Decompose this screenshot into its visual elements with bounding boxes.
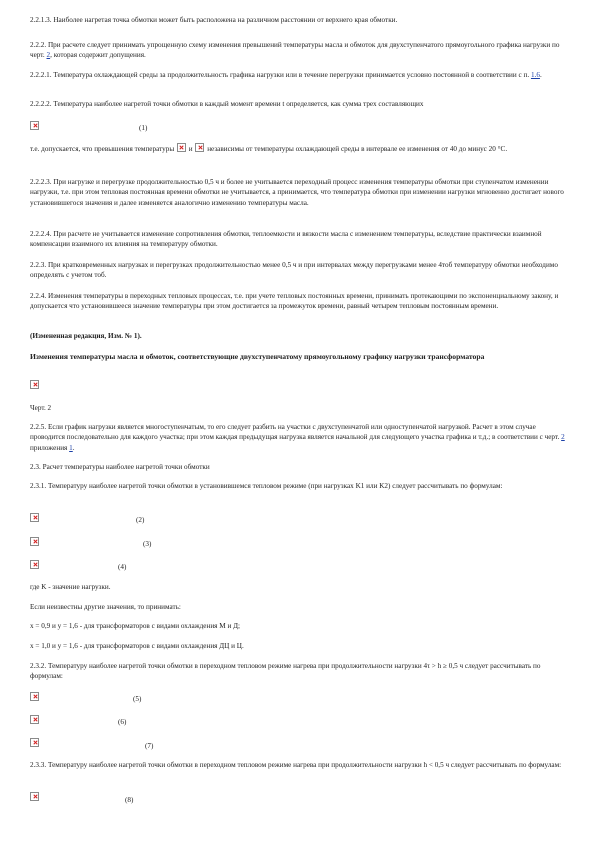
paragraph-2-2-2-3: 2.2.2.3. При нагрузке и перегрузке продолжительностью 0,5 ч и более не учитывается переходный процесс изменения температуры обмотки при ступенчатом изменении нагрузки, т.е. при этом тепловая постоянная времени обмотки не учитывается, а принимается, что температура обмотки при изменении нагрузки мгновенно достигает нового установившегося значения и далее изменяется аналогично изменению температуры масла.: [30, 178, 564, 207]
revision-note: (Измененная редакция, Изм. № 1).: [30, 332, 142, 340]
paragraph-2-2-2: [30, 40, 565, 61]
equation-number: (8): [125, 796, 134, 804]
paragraph-defaults: Если неизвестны другие значения, то принимать:: [30, 603, 181, 611]
broken-image-icon: [30, 537, 39, 546]
broken-image-icon: [30, 513, 39, 522]
paragraph-where-k: где K - значение нагрузки.: [30, 583, 111, 591]
equation-number: (4): [118, 563, 127, 571]
broken-image-icon: [30, 738, 39, 747]
equation-number: (1): [139, 124, 148, 132]
equation-number: (3): [143, 540, 152, 548]
equation-number: (5): [133, 695, 142, 703]
paragraph-text: и: [186, 145, 195, 153]
broken-image-icon: [30, 715, 39, 724]
chart-caption: Черт. 2: [30, 404, 52, 412]
link-chart-2[interactable]: 2: [46, 51, 51, 60]
broken-image-icon: [30, 560, 39, 569]
paragraph-2-3: 2.3. Расчет температуры наиболее нагретой точки обмотки: [30, 463, 210, 471]
paragraph-2-2-4: 2.2.4. Изменения температуры в переходных тепловых процессах, т.е. при учете тепловых постоянных времени, принимать протекающими по экспоненциальному закону, и допускается что установившееся значение температуры при этом достигается за промежуток времени, равный четырем тепловым постоянным времени.: [30, 292, 559, 311]
equation-number: (6): [118, 718, 127, 726]
paragraph-temperature-note: [30, 143, 565, 154]
broken-image-icon: [30, 792, 39, 801]
paragraph-2-2-1-3: 2.2.1.3. Наиболее нагретая точка обмотки может быть расположена на различном расстоянии от верхнего края обмотки.: [30, 16, 398, 24]
paragraph-2-3-1: 2.3.1. Температуру наиболее нагретой точки обмотки в установившемся тепловом режиме (при нагрузках K1 или K2) следует рассчитывать по формулам:: [30, 482, 503, 490]
paragraph-2-3-3: 2.3.3. Температуру наиболее нагретой точки обмотки в переходном тепловом режиме нагрева при продолжительности нагрузки h < 0,5 ч следует рассчитывать по формулам:: [30, 761, 562, 769]
link-section-1-6[interactable]: 1.6: [530, 71, 540, 79]
link-chart-2[interactable]: 2: [561, 433, 565, 442]
paragraph-2-2-2-2: 2.2.2.2. Температура наиболее нагретой точки обмотки в каждый момент времени t определяется, как сумма трех составляющих: [30, 100, 424, 108]
paragraph-text: , которая содержит допущения.: [50, 51, 146, 60]
paragraph-x-y-m-d: x = 0,9 и y = 1,6 - для трансформаторов с видами охлаждения М и Д;: [30, 622, 241, 630]
broken-image-icon: [195, 143, 204, 152]
paragraph-2-2-2-1: [30, 70, 565, 80]
broken-image-icon: [177, 143, 186, 152]
paragraph-text: 2.2.2. При расчете следует принимать упрощенную схему изменения превышений температуры масла и обмоток для двухступенчатого прямоугольного графика нагрузки по черт.: [30, 41, 560, 60]
paragraph-text: приложения: [30, 443, 70, 452]
paragraph-text: т.е. допускается, что превышения температуры: [30, 145, 176, 153]
paragraph-2-2-5: [30, 422, 565, 453]
paragraph-text: 2.2.2.1. Температура охлаждающей среды за продолжительность графика нагрузки или в течение перегрузки принимается условно постоянной в соответствии с п.: [30, 71, 531, 79]
paragraph-x-y-dc-c: x = 1,0 и y = 1,6 - для трансформаторов с видами охлаждения ДЦ и Ц.: [30, 642, 244, 650]
broken-image-icon: [30, 121, 39, 130]
link-appendix-1[interactable]: 1: [69, 443, 73, 452]
paragraph-2-3-2: 2.3.2. Температуру наиболее нагретой точки обмотки в переходном тепловом режиме нагрева при продолжительности нагрузки 4τ > h ≥ 0,5 ч следует рассчитывать по формулам:: [30, 662, 541, 681]
chart-heading: Изменения температуры масла и обмоток, соответствующие двухступенчатому прямоугольному графику нагрузки трансформатора: [30, 352, 485, 361]
equation-number: (7): [145, 742, 154, 750]
paragraph-2-2-2-4: 2.2.2.4. При расчете не учитывается изменение сопротивления обмотки, теплоемкости и вязкости масла с изменением температуры, вследствие практически взаимной компенсации взаимного их влияния на температуру обмотки.: [30, 230, 542, 249]
equation-number: (2): [136, 516, 145, 524]
paragraph-text: 2.2.5. Если график нагрузки является многоступенчатым, то его следует разбить на участки с двухступенчатой или одноступенчатой нагрузкой. Расчет в этом случае проводится последовательно для каждого участка; при этом каждая предыдущая нагрузка является начальной для следующего участка графика и т.д.; в соответствии с черт.: [30, 423, 562, 442]
broken-image-icon: [30, 380, 39, 389]
paragraph-text: независимы от температуры охлаждающей среды в интервале ее изменения от 40 до минус 20 °С.: [205, 145, 508, 153]
paragraph-text: .: [72, 443, 75, 452]
paragraph-2-2-3: 2.2.3. При кратковременных нагрузках и перегрузках продолжительностью менее 0,5 ч и при интервалах между перегрузками менее 4тоб температуру обмотки необходимо определять с учетом тоб.: [30, 261, 558, 280]
paragraph-text: .: [539, 71, 542, 79]
broken-image-icon: [30, 692, 39, 701]
